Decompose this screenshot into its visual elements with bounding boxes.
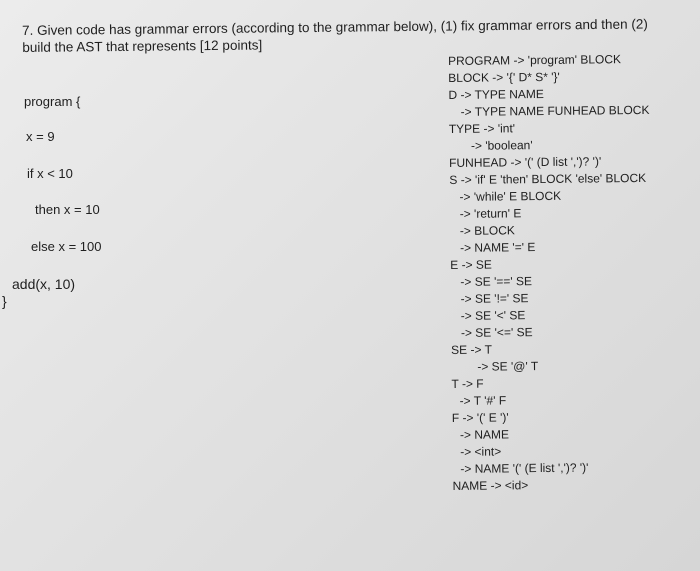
grammar-rule: -> NAME '=' E [459,240,536,255]
code-line: then x = 10 [35,202,100,217]
grammar-rule: -> 'while' E BLOCK [459,188,562,204]
grammar-rule: -> SE '==' SE [460,274,533,289]
grammar-rule: -> BLOCK [459,223,515,238]
code-line: program { [24,94,81,109]
grammar-rule: -> NAME '(' (E list ',')? ')' [460,460,589,476]
question-text [22,15,682,56]
grammar-rule: NAME -> <id> [452,478,529,493]
code-line: x = 9 [26,129,55,144]
grammar-rule: -> SE '<=' SE [460,325,533,340]
grammar-rule: E -> SE [450,257,492,272]
grammar-rule: -> 'boolean' [470,138,533,153]
grammar-rule: TYPE -> 'int' [448,121,516,136]
grammar-rule: -> T '#' F [459,393,507,408]
grammar-rule: F -> '(' E ')' [451,410,509,425]
grammar-rule: -> 'return' E [459,206,522,221]
grammar-rule: -> SE '@' T [477,359,539,374]
grammar-rule: -> <int> [460,444,502,459]
code-line: add(x, 10) [12,276,76,292]
question-line-1: 7. Given code has grammar errors (according to the grammar below), (1) fix grammar errors and then (2) [22,16,648,38]
code-line: else x = 100 [31,239,102,254]
grammar-rule: -> NAME [459,427,510,442]
grammar-rule: PROGRAM -> 'program' BLOCK [448,52,622,68]
grammar-rule: -> TYPE NAME FUNHEAD BLOCK [460,102,650,119]
grammar-rule: SE -> T [451,342,492,357]
grammar-rule: FUNHEAD -> '(' (D list ',')? ')' [449,154,602,170]
question-line-2: build the AST that represents [12 points] [22,37,263,55]
grammar-rule: -> SE '!=' SE [460,291,529,306]
grammar-rule: T -> F [451,376,484,391]
grammar-rule: BLOCK -> '{' D* S* '}' [448,69,560,85]
grammar-rule: -> SE '<' SE [460,308,526,323]
code-line: } [2,293,7,309]
code-line: if x < 10 [27,166,73,181]
grammar-rule: D -> TYPE NAME [448,86,544,102]
grammar-rule: S -> 'if' E 'then' BLOCK 'else' BLOCK [449,170,647,187]
